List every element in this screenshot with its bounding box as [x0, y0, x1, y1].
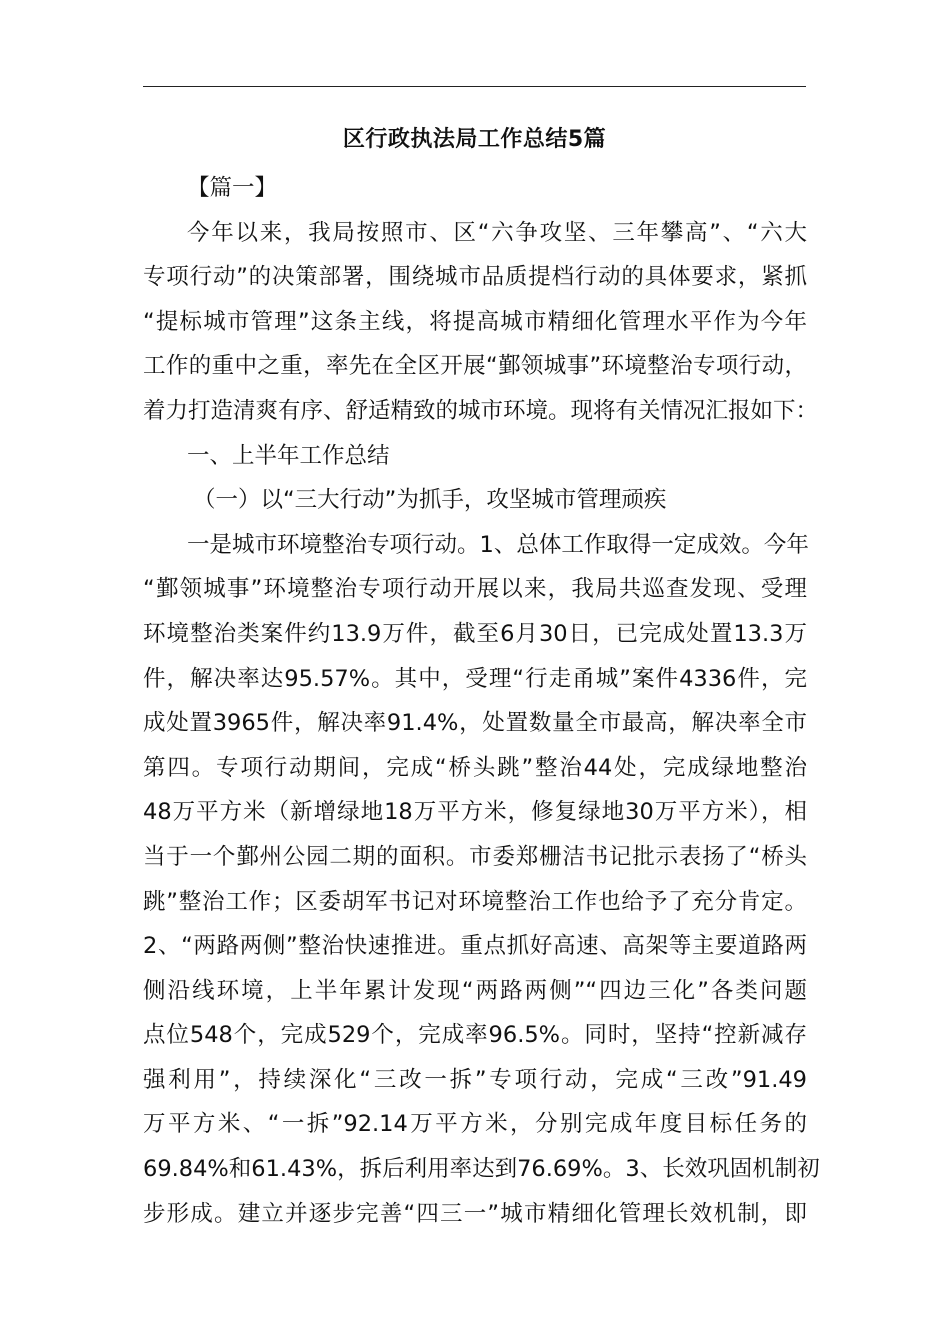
paragraph-line: 专项行动”的决策部署，围绕城市品质提档行动的具体要求，紧抓: [143, 264, 807, 291]
paragraph-line: 件，解决率达95.57%。其中，受理“行走甬城”案件4336件，完: [143, 665, 807, 692]
paragraph-line: 万平方米、“一拆”92.14万平方米，分别完成年度目标任务的: [143, 1111, 807, 1138]
section-heading: 一、上半年工作总结: [187, 442, 390, 469]
paragraph-line: 今年以来，我局按照市、区“六争攻坚、三年攀高”、“六大: [187, 219, 807, 246]
paragraph-line: 成处置3965件，解决率91.4%，处置数量全市最高，解决率全市: [143, 710, 807, 737]
paragraph-line: “鄞领城事”环境整治专项行动开展以来，我局共巡查发现、受理: [143, 576, 807, 603]
header-rule: [143, 86, 806, 87]
paragraph-line: 第四。专项行动期间，完成“桥头跳”整治44处，完成绿地整治: [143, 754, 807, 781]
paragraph-line: 点位548个，完成529个，完成率96.5%。同时，坚持“控新减存: [143, 1022, 807, 1049]
paragraph-line: 侧沿线环境，上半年累计发现“两路两侧”“四边三化”各类问题: [143, 977, 807, 1004]
paragraph-line: 48万平方米（新增绿地18万平方米，修复绿地30万平方米），相: [143, 799, 807, 826]
paragraph-line: “提标城市管理”这条主线，将提高城市精细化管理水平作为今年: [143, 308, 807, 335]
paragraph-line: 2、“两路两侧”整治快速推进。重点抓好高速、高架等主要道路两: [143, 933, 807, 960]
paragraph-line: 环境整治类案件约13.9万件，截至6月30日，已完成处置13.3万: [143, 620, 807, 647]
paragraph-line: 跳”整治工作；区委胡军书记对环境整治工作也给予了充分肯定。: [143, 888, 807, 915]
subsection-heading: （一）以“三大行动”为抓手，攻坚城市管理顽疾: [193, 487, 667, 514]
section-heading-part-one: 【篇一】: [187, 175, 278, 201]
paragraph-line: 强利用”，持续深化“三改一拆”专项行动，完成“三改”91.49: [143, 1066, 807, 1093]
paragraph-line: 工作的重中之重，率先在全区开展“鄞领城事”环境整治专项行动，: [143, 353, 807, 380]
paragraph-line: 着力打造清爽有序、舒适精致的城市环境。现将有关情况汇报如下：: [143, 397, 819, 424]
paragraph-line: 步形成。建立并逐步完善“四三一”城市精细化管理长效机制，即: [143, 1200, 807, 1227]
paragraph-line: 一是城市环境整治专项行动。1、总体工作取得一定成效。今年: [187, 531, 809, 558]
paragraph-line: 当于一个鄞州公园二期的面积。市委郑栅洁书记批示表扬了“桥头: [143, 843, 807, 870]
document-title: 区行政执法局工作总结5篇: [342, 127, 607, 152]
document-body: [143, 166, 820, 1236]
paragraph-line: 69.84%和61.43%，拆后利用率达到76.69%。3、长效巩固机制初: [143, 1156, 820, 1183]
